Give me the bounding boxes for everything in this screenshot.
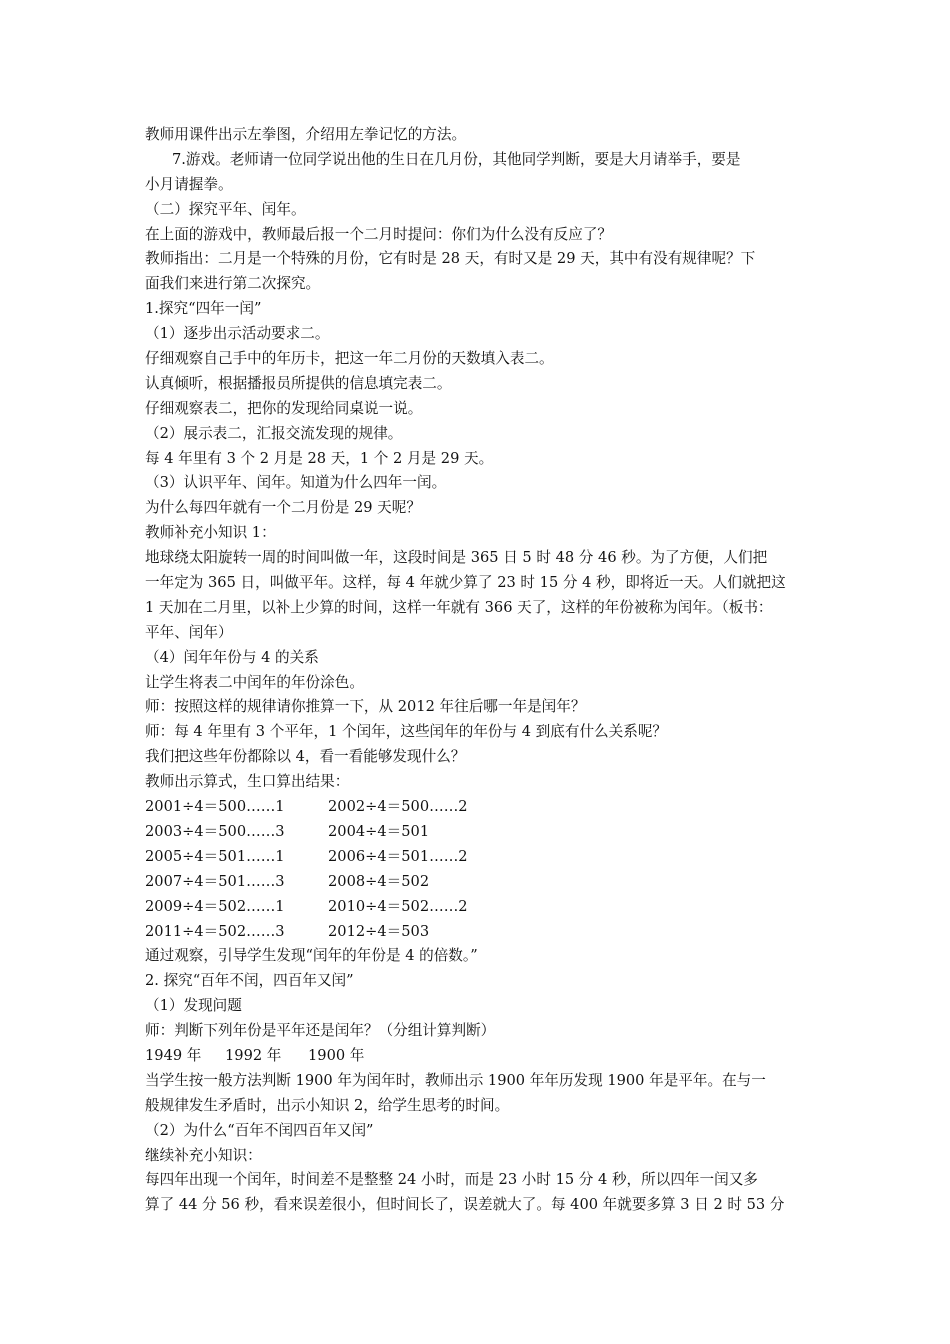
paragraph-line: （4）闰年年份与 4 的关系 [145, 648, 319, 666]
paragraph-line: 小月请握拳。 [145, 175, 233, 193]
paragraph-line: 教师用课件出示左拳图，介绍用左拳记忆的方法。 [145, 126, 467, 143]
paragraph-line: （1）逐步出示活动要求二。 [145, 325, 330, 343]
equation-row [145, 795, 815, 820]
equation: 2011÷4＝502……3 [145, 922, 285, 940]
paragraph-line: 我们把这些年份都除以 4，看一看能够发现什么？ [145, 748, 466, 766]
paragraph-line: 继续补充小知识： [145, 1146, 262, 1164]
year-item: 1949 年 [145, 1046, 202, 1064]
paragraph-line: 教师指出：二月是一个特殊的月份，它有时是 28 天，有时又是 29 天，其中有没有规律呢？下 [145, 250, 756, 268]
paragraph-line: 一年定为 365 日，叫做平年。这样，每 4 年就少算了 23 时 15 分 4 秒，即将近一天。人们就把这 [145, 574, 786, 592]
paragraph-line: 7.游戏。老师请一位同学说出他的生日在几月份，其他同学判断，要是大月请举手，要是 [172, 150, 741, 168]
paragraph-line: （2）为什么“百年不闰四百年又闰” [145, 1121, 374, 1139]
paragraph-line: （3）认识平年、闰年。知道为什么四年一闰。 [145, 474, 447, 492]
subsection-heading: 1.探究“四年一闰” [145, 300, 262, 318]
equation-row [145, 820, 815, 845]
year-item: 1900 年 [308, 1046, 365, 1064]
paragraph-line: 算了 44 分 56 秒，看来误差很小，但时间长了，误差就大了。每 400 年就要多算 3 日 2 时 53 分 [145, 1196, 785, 1214]
paragraph-line: 认真倾听，根据播报员所提供的信息填完表二。 [145, 374, 452, 392]
paragraph-line: （2）展示表二，汇报交流发现的规律。 [145, 424, 403, 442]
paragraph-line: 地球绕太阳旋转一周的时间叫做一年，这段时间是 365 日 5 时 48 分 46 秒。为了方便，人们把 [145, 549, 768, 567]
equation-row [145, 920, 815, 945]
document-body [145, 123, 815, 1218]
paragraph-line: 仔细观察表二，把你的发现给同桌说一说。 [145, 399, 423, 417]
paragraph-line: 通过观察，引导学生发现“闰年的年份是 4 的倍数。” [145, 947, 478, 965]
year-list [145, 1044, 815, 1069]
equation-row [145, 845, 815, 870]
section-heading: （二）探究平年、闰年。 [145, 200, 306, 218]
equation: 2009÷4＝502……1 [145, 897, 285, 915]
paragraph-line: 每四年出现一个闰年，时间差不是整整 24 小时，而是 23 小时 15 分 4 秒，所以四年一闰又多 [145, 1171, 758, 1189]
paragraph-line: 在上面的游戏中，教师最后报一个二月时提问：你们为什么没有反应了？ [145, 225, 613, 243]
equation: 2006÷4＝501……2 [328, 847, 468, 865]
equation: 2002÷4＝500……2 [328, 798, 468, 816]
equation: 2012÷4＝503 [328, 922, 430, 940]
equation: 2004÷4＝501 [328, 822, 430, 840]
equation-row [145, 870, 815, 895]
paragraph-line: 般规律发生矛盾时，出示小知识 2，给学生思考的时间。 [145, 1096, 510, 1114]
equation-row [145, 895, 815, 920]
paragraph-line: 1 天加在二月里，以补上少算的时间，这样一年就有 366 天了，这样的年份被称为闰年。（板书： [145, 598, 773, 616]
paragraph-line: 让学生将表二中闰年的年份涂色。 [145, 673, 364, 691]
paragraph-line: 教师出示算式，生口算出结果： [145, 773, 350, 791]
paragraph-line: 师：按照这样的规律请你推算一下，从 2012 年往后哪一年是闰年？ [145, 698, 586, 716]
equation: 2005÷4＝501……1 [145, 847, 285, 865]
equation: 2008÷4＝502 [328, 872, 430, 890]
paragraph-line: 教师补充小知识 1： [145, 524, 276, 542]
year-item: 1992 年 [225, 1046, 282, 1064]
paragraph-line: 为什么每四年就有一个二月份是 29 天呢？ [145, 499, 421, 517]
subsection-heading: 2. 探究“百年不闰，四百年又闰” [145, 972, 354, 990]
paragraph-line: 每 4 年里有 3 个 2 月是 28 天，1 个 2 月是 29 天。 [145, 449, 494, 467]
paragraph-line: 当学生按一般方法判断 1900 年为闰年时，教师出示 1900 年年历发现 1900 年是平年。在与一 [145, 1071, 766, 1089]
paragraph-line: 师：每 4 年里有 3 个平年，1 个闰年，这些闰年的年份与 4 到底有什么关系呢？ [145, 723, 668, 741]
equation: 2001÷4＝500……1 [145, 798, 285, 816]
paragraph-line: 平年、闰年） [145, 623, 233, 641]
equation: 2007÷4＝501……3 [145, 872, 285, 890]
equation: 2003÷4＝500……3 [145, 822, 285, 840]
paragraph-line: 面我们来进行第二次探究。 [145, 275, 321, 293]
paragraph-line: 仔细观察自己手中的年历卡，把这一年二月份的天数填入表二。 [145, 350, 554, 368]
paragraph-line: （1）发现问题 [145, 997, 242, 1015]
paragraph-line: 师：判断下列年份是平年还是闰年？（分组计算判断） [145, 1022, 496, 1040]
equation: 2010÷4＝502……2 [328, 897, 468, 915]
